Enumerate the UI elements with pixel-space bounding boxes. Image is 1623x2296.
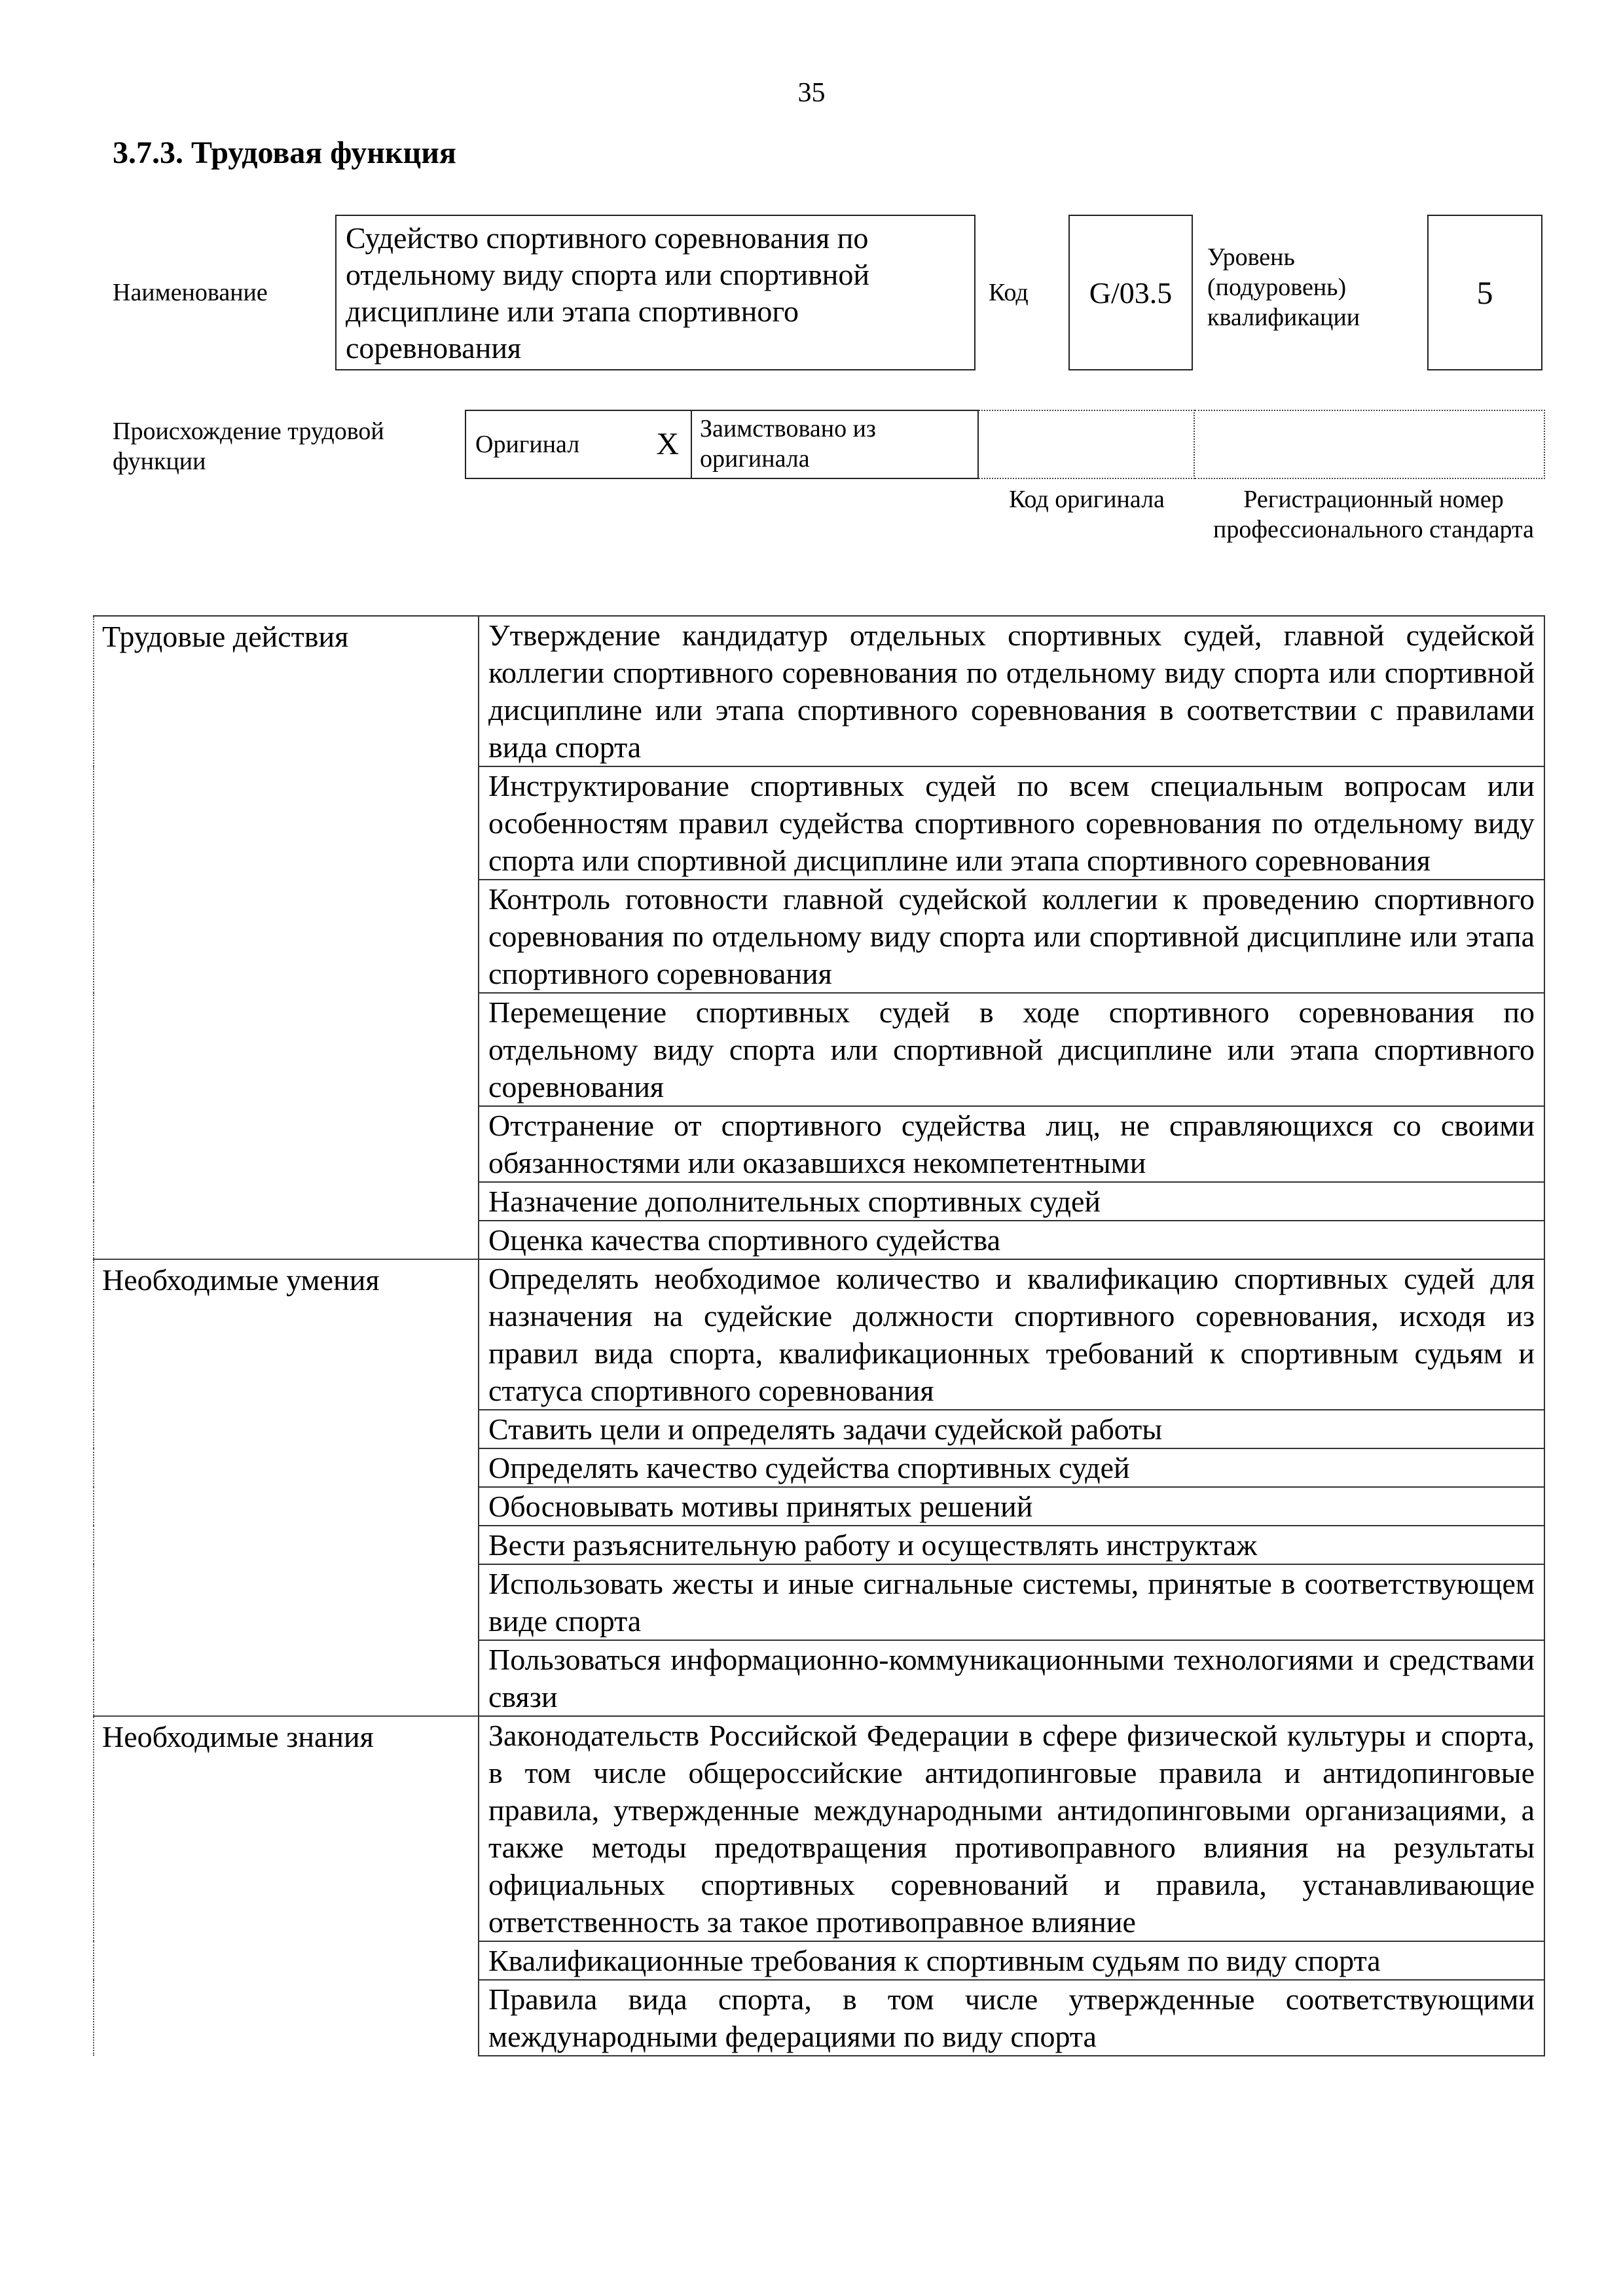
section-item: Использовать жесты и иные сигнальные системы, принятые в соответствующем виде спорта	[479, 1564, 1544, 1640]
table-row	[94, 1259, 1544, 1410]
qualification-level-label: Уровень (подуровень) квалификации	[1207, 243, 1360, 331]
section-item: Вести разъяснительную работу и осуществлять инструктаж	[479, 1526, 1544, 1564]
section-title: 3.7.3. Трудовая функция	[113, 135, 456, 170]
section-item: Определять качество судейства спортивных судей	[479, 1448, 1544, 1487]
labor-function-table	[93, 615, 1545, 2056]
section-item: Пользоваться информационно-коммуникационными технологиями и средствами связи	[479, 1640, 1544, 1716]
page-number: 35	[797, 78, 826, 108]
section-item: Определять необходимое количество и квалификацию спортивных судей для назначения на судейские должности спортивного соревнования, исходя из правил вида спорта, квалификационных требований к спортивным судьям и статуса спортивного соревнования	[479, 1259, 1544, 1410]
table-row	[94, 616, 1544, 766]
function-name-box: Судейство спортивного соревнования по отдельному виду спорта или спортивной дисциплине или этапа спортивного соревнования	[335, 215, 976, 370]
section-item: Контроль готовности главной судейской коллегии к проведению спортивного соревнования по отдельному виду спорта или спортивной дисциплине или этапа спортивного соревнования	[479, 880, 1544, 993]
qualification-level-box: 5	[1427, 215, 1542, 370]
table-row	[94, 1716, 1544, 1941]
section-item: Отстранение от спортивного судейства лиц, не справляющихся со своими обязанностями или оказавшихся некомпетентными	[479, 1106, 1544, 1182]
section-item: Обосновывать мотивы принятых решений	[479, 1487, 1544, 1526]
section-item: Назначение дополнительных спортивных судей	[479, 1182, 1544, 1221]
name-label: Наименование	[113, 279, 268, 306]
section-item: Квалификационные требования к спортивным судьям по виду спорта	[479, 1941, 1544, 1980]
section-category: Необходимые умения	[94, 1259, 479, 1716]
section-item: Перемещение спортивных судей в ходе спортивного соревнования по отдельному виду спорта или спортивной дисциплине или этапа спортивного соревнования	[479, 993, 1544, 1106]
origin-original-cell	[465, 410, 691, 479]
original-code-cell	[979, 410, 1195, 479]
origin-row	[465, 410, 1545, 479]
section-item: Оценка качества спортивного судейства	[479, 1221, 1544, 1259]
section-category: Трудовые действия	[94, 616, 479, 1259]
original-code-caption: Код оригинала	[1009, 486, 1165, 513]
code-label: Код	[989, 279, 1029, 306]
original-label: Оригинал	[475, 431, 580, 458]
origin-borrowed-cell: Заимствовано из оригинала	[691, 410, 979, 479]
original-mark: X	[656, 427, 679, 461]
section-item: Правила вида спорта, в том числе утвержденные соответствующими международными федерациями по виду спорта	[479, 1980, 1544, 2056]
reg-number-cell	[1195, 410, 1545, 479]
section-category: Необходимые знания	[94, 1716, 479, 2056]
section-item: Законодательств Российской Федерации в сфере физической культуры и спорта, в том числе общероссийские антидопинговые правила и антидопинговые правила, утвержденные международными антидопинговыми организациями, а также методы предотвращения противоправного влияния на результаты официальных спортивных соревнований и правила, устанавливающие ответственность за такое противоправное влияние	[479, 1716, 1544, 1941]
section-item: Утверждение кандидатур отдельных спортивных судей, главной судейской коллегии спортивного соревнования по отдельному виду спорта или спортивной дисциплине или этапа спортивного соревнования в соответствии с правилами вида спорта	[479, 616, 1544, 766]
reg-number-caption: Регистрационный номер профессионального стандарта	[1213, 486, 1534, 543]
section-item: Инструктирование спортивных судей по всем специальным вопросам или особенностям правил судейства спортивного соревнования по отдельному виду спорта или спортивной дисциплине или этапа спортивного соревнования	[479, 766, 1544, 880]
section-item: Ставить цели и определять задачи судейской работы	[479, 1410, 1544, 1448]
code-value-box: G/03.5	[1068, 215, 1193, 370]
origin-label: Происхождение трудовой функции	[113, 418, 384, 475]
